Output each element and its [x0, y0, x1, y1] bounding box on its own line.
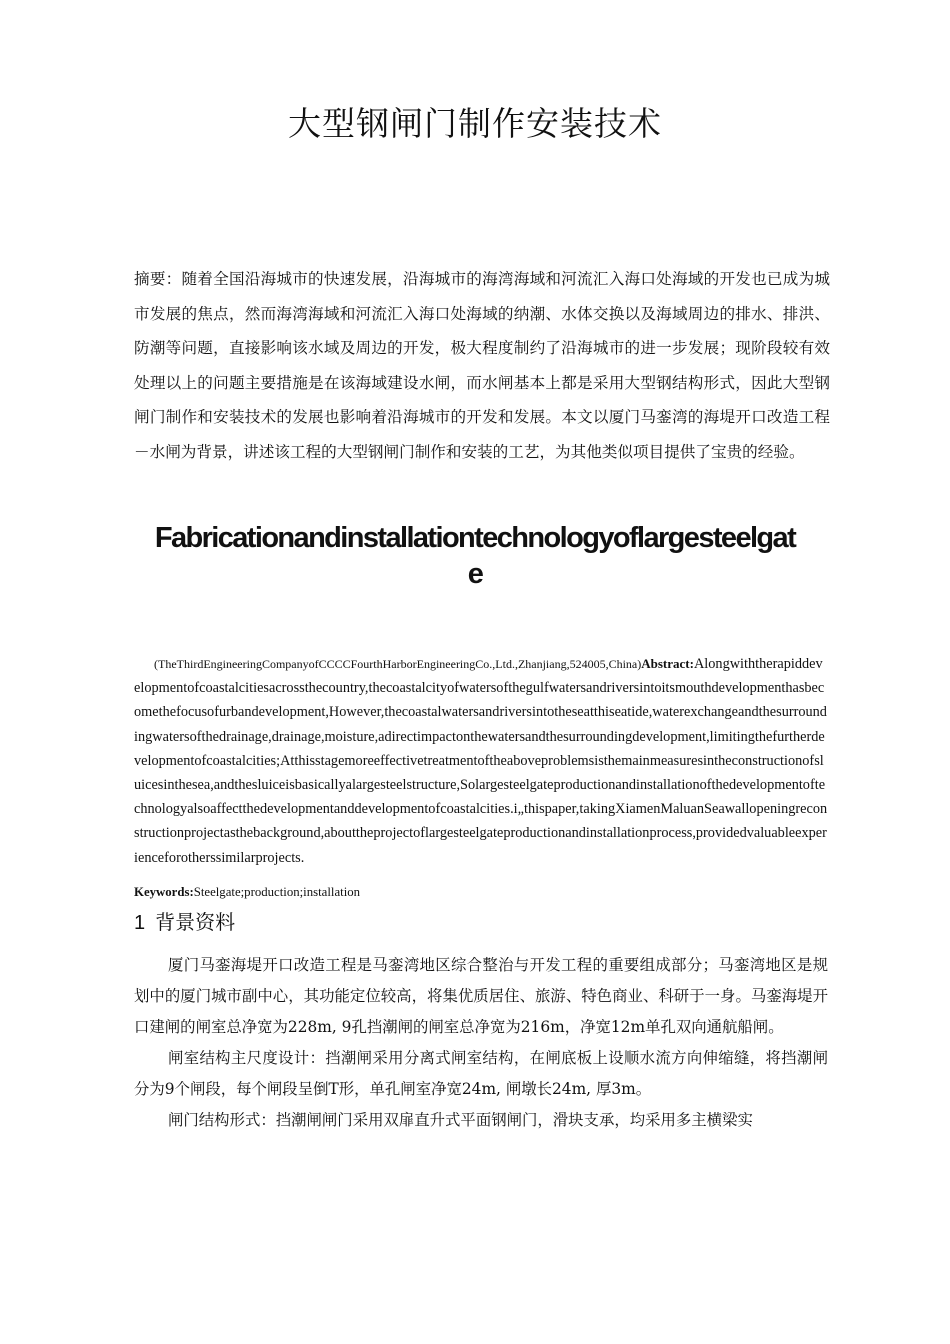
- keywords-label: Keywords:: [134, 885, 194, 899]
- abstract-cn: 摘要：随着全国沿海城市的快速发展，沿海城市的海湾海域和河流汇入海口处海域的开发也已成为城市发展的焦点，然而海湾海域和河流汇入海口处海域的纳潮、水体交换以及海域周边的排水、排洪、防潮等问题，直接影响该水域及周边的开发，极大程度制约了沿海城市的进一步发展；现阶段较有效处理以上的问题主要措施是在该海域建设水闸，而水闸基本上都是采用大型钢结构形式，因此大型钢闸门制作和安装技术的发展也影响着沿海城市的开发和发展。本文以厦门马銮湾的海堤开口改造工程－水闸为背景，讲述该工程的大型钢闸门制作和安装的工艺，为其他类似项目提供了宝贵的经验。: [134, 270, 830, 461]
- abstract-en: [134, 652, 828, 870]
- abstract-en-text: Alongwiththerapiddevelopmentofcoastalcitiesacrossthecountry,thecoastalcityofwatersofthegulfwatersandriversintoitsmouthdevelopmenthasbecomethefocusofurbandevelopment,However,thecoastalwatersandriversintotheseatthiseatide,waterexchangeandthesurroundingwatersofthedrainage,drainage,moisture,adirectimpactonthewatersandthesurroundingdevelopment,limitingthefurtherdevelopmentofcoastalcities;Atthisstagemoreeffectivetreatmentoftheaboveproblemsisthemainmeasuresintheconstructionofsluicesinthesea,andthesluiceisbasicallyalargesteelstructure,Solargesteelgateproductionandinstallationofthedevelopmentoftechnologyalsoaffectthedevelopmentanddevelopmentofcoastalcities.i„thispaper,takingXiamenMaluanSeawallopeningreconstructionprojectasthebackground,abouttheprojectoflargesteelgateproductionandinstallationprocess,providedvaluableexperienceforotherssimilarprojects.: [134, 656, 828, 866]
- affiliation-en: (TheThirdEngineeringCompanyofCCCCFourthHarborEngineeringCo.,Ltd.,Zhanjiang,524005,China): [154, 657, 642, 671]
- document-title-en: Fabricationandinstallationtechnologyoflargesteelgate: [154, 522, 796, 590]
- paragraph: 闸门结构形式：挡潮闸闸门采用双扉直升式平面钢闸门，滑块支承，均采用多主横梁实: [168, 1111, 753, 1129]
- section-heading: [134, 906, 235, 935]
- body-text: [134, 950, 828, 1136]
- section-number: 1: [134, 912, 146, 934]
- abstract-en-label: Abstract:: [641, 656, 694, 671]
- keywords: [134, 885, 828, 900]
- keywords-text: Steelgate;production;installation: [193, 885, 361, 899]
- section-title: 背景资料: [155, 910, 236, 934]
- paragraph: 厦门马銮海堤开口改造工程是马銮湾地区综合整治与开发工程的重要组成部分；马銮湾地区是规划中的厦门城市副中心，其功能定位较高，将集优质居住、旅游、特色商业、科研于一身。马銮海堤开口建闸的闸室总净宽为228m, 9孔挡潮闸的闸室总净宽为216m，净宽12m单孔双向通航船闸。: [134, 956, 828, 1036]
- paragraph: 闸室结构主尺度设计：挡潮闸采用分离式闸室结构，在闸底板上设顺水流方向伸缩缝，将挡潮闸分为9个闸段，每个闸段呈倒T形，单孔闸室净宽24m, 闸墩长24m, 厚3m。: [134, 1049, 828, 1098]
- document-title-cn: 大型钢闸门制作安装技术: [288, 104, 662, 143]
